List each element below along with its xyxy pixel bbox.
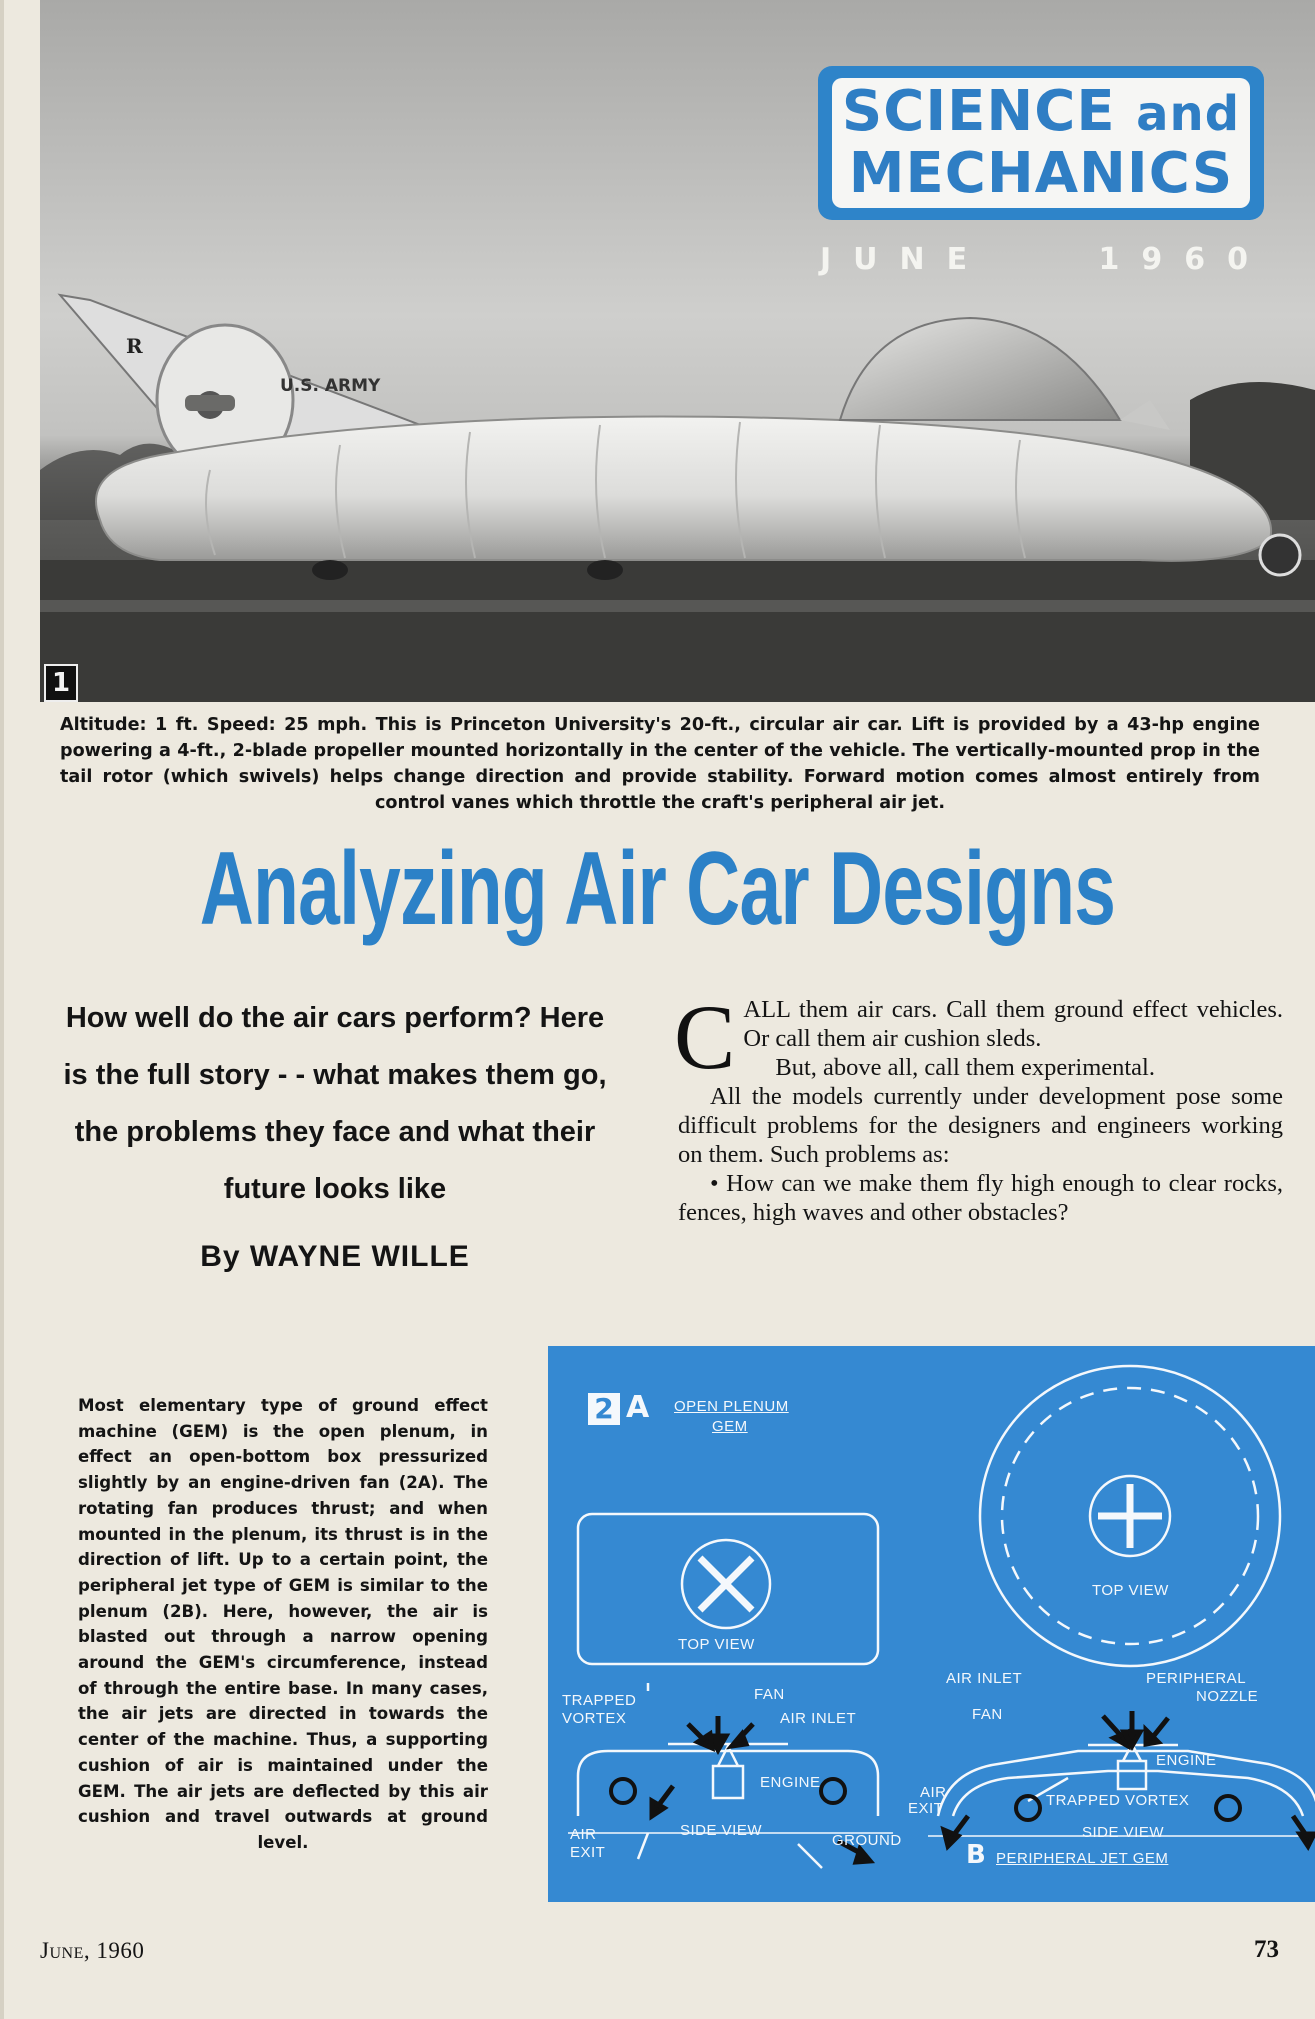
diagram-b-fan: FAN xyxy=(972,1706,1003,1723)
page-edge xyxy=(0,0,4,2019)
footer-year: , 1960 xyxy=(83,1938,145,1963)
diagram-a-title-1: OPEN PLENUM xyxy=(674,1398,789,1415)
diagram-a-air-exit-1: AIR xyxy=(570,1826,597,1843)
footer-date xyxy=(40,1938,144,1964)
diagram-a-top-view: TOP VIEW xyxy=(678,1636,755,1653)
diagram-b-peripheral-1: PERIPHERAL xyxy=(1146,1670,1247,1687)
photo-caption: Altitude: 1 ft. Speed: 25 mph. This is Princeton University's 20-ft., circular air car. Lift is provided by a 43-hp engine powering a 4-ft., 2-blade propeller mounted horizontally in the center of the vehicle. The vertically-mounted prop in the tail rotor (which swivels) helps change direction and provide stability. Forward motion comes almost entirely from control vanes which throttle the craft's peripheral air jet. xyxy=(60,715,1260,813)
diagram-b-top-view: TOP VIEW xyxy=(1092,1582,1169,1599)
figure-number: 1 xyxy=(44,664,78,702)
page-number: 73 xyxy=(1254,1936,1279,1963)
footer-month-rest: une xyxy=(49,1938,84,1963)
diagram-ground: GROUND xyxy=(832,1832,902,1849)
issue-month: JUNE xyxy=(820,242,990,277)
byline: By WAYNE WILLE xyxy=(200,1240,470,1273)
masthead-title xyxy=(832,78,1250,208)
issue-date xyxy=(820,242,1270,277)
masthead-line-1: SCIENCE xyxy=(841,79,1116,144)
diagram-a-letter: A xyxy=(626,1390,650,1425)
diagram-b-air-exit-2: EXIT xyxy=(908,1800,944,1817)
diagram-a-trapped-vortex-1: TRAPPED xyxy=(562,1692,637,1709)
diagram-b-side-view: SIDE VIEW xyxy=(1082,1824,1165,1841)
diagram-a-title-2: GEM xyxy=(712,1418,748,1435)
gem-diagram-drawing xyxy=(548,1346,1315,1902)
gem-diagram xyxy=(548,1346,1315,1902)
diagram-a-air-inlet: AIR INLET xyxy=(780,1710,857,1727)
diagram-b-title: PERIPHERAL JET GEM xyxy=(996,1850,1169,1867)
diagram-b-air-inlet: AIR INLET xyxy=(946,1670,1023,1687)
body-paragraph-3: All the models currently under development pose some difficult problems for the designers and engineers working on them. Such problems as: xyxy=(678,1083,1283,1168)
article-body xyxy=(674,986,1283,1227)
diagram-b-letter: B xyxy=(966,1840,986,1870)
diagram-b-peripheral-2: NOZZLE xyxy=(1196,1688,1259,1705)
drop-cap: C xyxy=(674,986,736,1088)
diagram-b-trapped-vortex: TRAPPED VORTEX xyxy=(1046,1792,1190,1809)
article-deck: How well do the air cars perform? Here is the full story - - what makes them go, the problems they face and what their future looks like xyxy=(63,1002,607,1205)
diagram-a-fan: FAN xyxy=(754,1686,785,1703)
masthead-and: and xyxy=(1136,86,1241,142)
diagram-number: 2 xyxy=(588,1393,620,1425)
body-paragraph-1-text: ALL them air cars. Call them ground effect vehicles. Or call them air cushion sleds. xyxy=(743,996,1283,1052)
diagram-b-engine: ENGINE xyxy=(1156,1752,1217,1769)
tail-code: R xyxy=(126,334,143,358)
diagram-a-engine: ENGINE xyxy=(760,1774,821,1791)
diagram-b-air-exit-1: AIR xyxy=(920,1784,947,1801)
footer-month-cap: J xyxy=(40,1938,50,1963)
diagram-explanation: Most elementary type of ground effect machine (GEM) is the open plenum, in effect an open-bottom box pressurized slightly by an engine-driven fan (2A). The rotating fan produces thrust; and when mounted in the plenum, its thrust is in the direction of lift. Up to a certain point, the peripheral jet type of GEM is similar to the plenum (2B). Here, however, the air is blasted out through a narrow opening around the GEM's circumference, instead of through the entire base. In many cases, the air jets are directed in towards the center of the machine. Thus, a supporting cushion of air is maintained under the GEM. The air jets are deflected by this air cushion and travel outwards at ground level. xyxy=(78,1396,488,1852)
body-paragraph-2: But, above all, call them experimental. xyxy=(775,1054,1155,1081)
diagram-a-trapped-vortex-2: VORTEX xyxy=(562,1710,627,1727)
issue-year: 1960 xyxy=(1098,242,1270,277)
diagram-a-air-exit-2: EXIT xyxy=(570,1844,606,1861)
diagram-a-side-view: SIDE VIEW xyxy=(680,1822,763,1839)
masthead-line-2: MECHANICS xyxy=(848,141,1234,206)
body-paragraph-4: • How can we make them fly high enough to clear rocks, fences, high waves and other obstacles? xyxy=(678,1170,1283,1226)
article-headline: Analyzing Air Car Designs xyxy=(199,831,1116,947)
magazine-masthead xyxy=(818,66,1264,220)
vehicle-marking: U.S. ARMY xyxy=(280,376,381,396)
